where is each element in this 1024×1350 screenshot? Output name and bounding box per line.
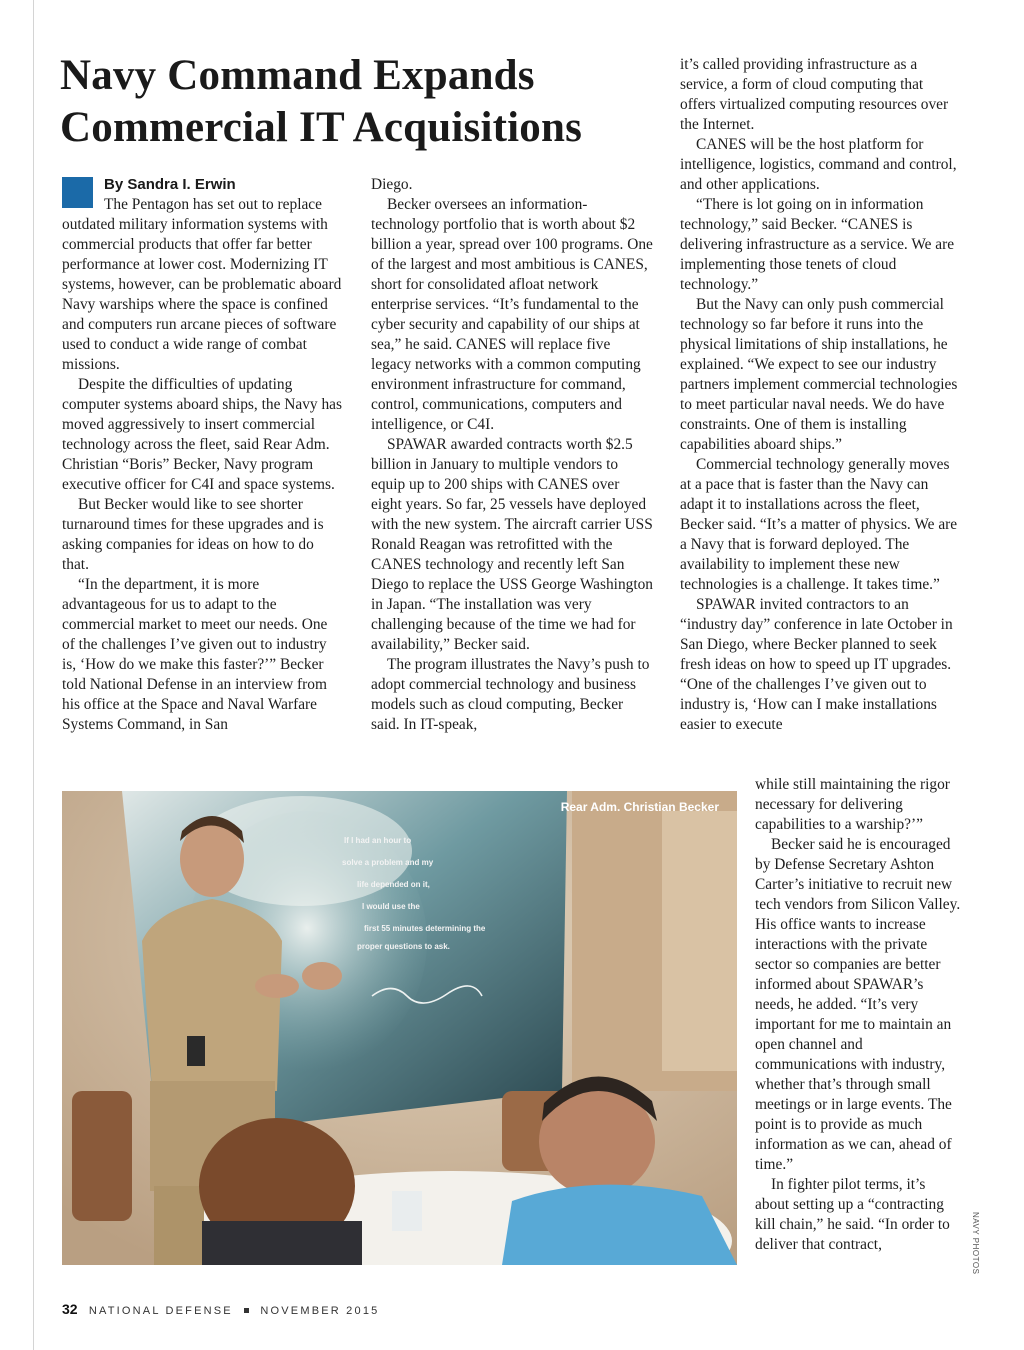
slide-text-line: proper questions to ask. <box>357 942 450 951</box>
paragraph: “In the department, it is more advantageous for us to adapt to the commercial market to meet our needs. One of the challenges I’ve given out to industry is, ‘How do we make this faster?’” Becker told National Defense in an interview from his office at the Space and Naval Warfare Systems Command, in San <box>62 576 328 733</box>
article-column-1 <box>62 175 344 735</box>
paragraph: CANES will be the host platform for intelligence, logistics, command and control, and other applications. <box>680 136 957 193</box>
paragraph: In fighter pilot terms, it’s about setting up a “contracting kill chain,” he said. “In order to deliver that contract, <box>755 1176 950 1253</box>
page-number: 32 <box>62 1301 78 1317</box>
page-footer <box>62 1301 379 1317</box>
paragraph: Becker said he is encouraged by Defense Secretary Ashton Carter’s initiative to recruit new tech vendors from Silicon Valley. His office wants to increase interactions with the private sector so companies are better informed about SPAWAR’s needs, he added. “It’s very important for me to maintain an open channel and communications with industry, whether that’s through small meetings or in large events. The point is to provide as much information as we can, ahead of time.” <box>755 836 961 1173</box>
article-column-2 <box>371 175 653 735</box>
paragraph: Diego. <box>371 176 413 193</box>
paragraph: The program illustrates the Navy’s push to adopt commercial technology and business models such as cloud computing, Becker said. In IT-speak, <box>371 656 650 733</box>
article-column-3 <box>680 55 962 735</box>
paragraph: SPAWAR awarded contracts worth $2.5 billion in January to multiple vendors to equip up to 200 ships with CANES over eight years. So far, 25 vessels have deployed with the new system. The aircraft carrier USS Ronald Reagan was retrofitted with the CANES technology and recently left San Diego to replace the USS George Washington in Japan. “The installation was very challenging because of the time we had for availability,” Becker said. <box>371 436 654 653</box>
paragraph: SPAWAR invited contractors to an “industry day” conference in late October in San Diego, where Becker planned to seek fresh ideas on how to speed up IT upgrades. “One of the challenges I’ve given out to industry is, ‘How can I make installations easier to execute <box>680 596 953 733</box>
headline: Navy Command Expands Commercial IT Acquisitions <box>60 52 583 151</box>
photo-caption: Rear Adm. Christian Becker <box>560 800 719 814</box>
article-column-3-continued <box>755 775 962 1255</box>
paragraph: it’s called providing infrastructure as a service, a form of cloud computing that offers virtualized computing resources over the Internet. <box>680 56 949 133</box>
paragraph: “There is lot going on in information technology,” said Becker. “CANES is delivering infrastructure as a service. We are implementing those tenets of cloud technology.” <box>680 196 955 293</box>
section-marker-square <box>62 177 93 208</box>
byline-row <box>62 175 344 195</box>
slide-text-line: first 55 minutes determining the <box>364 924 486 933</box>
paragraph: Becker oversees an information-technology portfolio that is worth about $2 billion a year, spread over 100 programs. One of the largest and most ambitious is CANES, short for consolidated afloat network enterprise services. “It’s fundamental to the cyber security and capability of our ships at sea,” he said. CANES will replace five legacy networks with a common computing environment infrastructure for command, control, communications, computers and intelligence, or C4I. <box>371 196 653 433</box>
slide-text-line: If I had an hour to <box>344 836 412 845</box>
paragraph: Despite the difficulties of updating computer systems aboard ships, the Navy has moved aggressively to insert commercial technology across the fleet, said Rear Adm. Christian “Boris” Becker, Navy program executive officer for C4I and space systems. <box>62 376 342 493</box>
footer-separator <box>244 1308 249 1313</box>
publication-name: NATIONAL DEFENSE <box>88 1305 233 1317</box>
article-photo <box>62 791 737 1265</box>
photo-credit: NAVY PHOTOS <box>971 1212 980 1275</box>
paragraph: Commercial technology generally moves at a pace that is faster than the Navy can adapt it to installations across the fleet, Becker said. “It’s a matter of physics. We are a Navy that is forward deployed. The availability to implement these new technologies is a challenge. It takes time.” <box>680 456 958 593</box>
page-edge-rule <box>33 0 34 1350</box>
slide-text-line: solve a problem and my <box>342 858 434 867</box>
photo-illustration <box>62 791 737 1265</box>
slide-text-line: life depended on it, <box>357 880 430 889</box>
paragraph: while still maintaining the rigor necessary for delivering capabilities to a warship?’” <box>755 776 950 833</box>
paragraph: But the Navy can only push commercial technology so far before it runs into the physical limitations of ship installations, he explained. “We expect to see our industry partners implement commercial technologies to meet particular naval needs. We do have constraints. One of them is installing capabilities aboard ships.” <box>680 296 958 453</box>
slide-text-line: I would use the <box>362 902 420 911</box>
issue-date: NOVEMBER 2015 <box>260 1305 380 1317</box>
byline: By Sandra I. Erwin <box>104 176 236 193</box>
paragraph: The Pentagon has set out to replace outdated military information systems with commercial products that offer far better performance at lower cost. Modernizing IT systems, however, can be problematic aboard Navy warships where the space is confined and computers run arcane pieces of software used to conduct a wide range of combat missions. <box>62 196 342 373</box>
paragraph: But Becker would like to see shorter turnaround times for these upgrades and is asking companies for ideas on how to do that. <box>62 496 324 573</box>
